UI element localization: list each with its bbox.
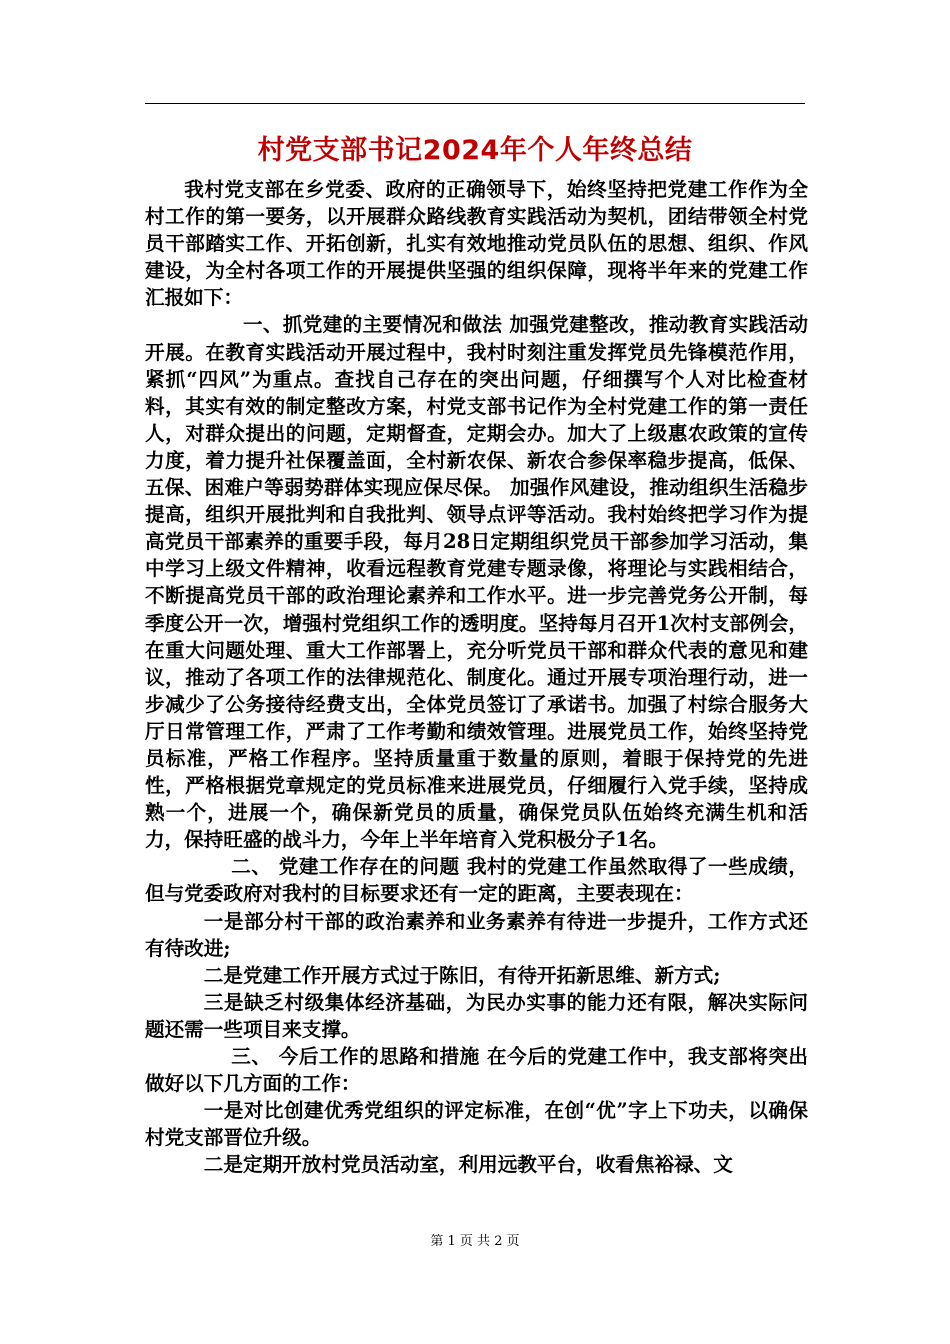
measure-item-1: 一是对比创建优秀党组织的评定标准，在创“优”字上下功夫，以确保村党支部晋位升级。	[145, 1099, 808, 1150]
section-two-paragraph: 二、 党建工作存在的问题 我村的党建工作虽然取得了一些成绩，但与党委政府对我村的目标要求还有一定的距离，主要表现在：	[145, 855, 808, 906]
section-three-paragraph: 三、 今后工作的思路和措施 在今后的党建工作中，我支部将突出做好以下几方面的工作：	[145, 1045, 808, 1096]
page-footer: 第 1 页 共 2 页	[430, 1234, 520, 1249]
section-one-paragraph: 一、抓党建的主要情况和做法 加强党建整改，推动教育实践活动开展。在教育实践活动开展过程中，我村时刻注重发挥党员先锋模范作用，紧抓“四风”为重点。查找自己存在的突出问题，仔细撰写个人对比检查材料，其实有效的制定整改方案，村党支部书记作为全村党建工作的第一责任人，对群众提出的问题，定期督查，定期会办。加大了上级惠农政策的宣传力度，着力提升社保覆盖面，全村新农保、新农合参保率稳步提高，低保、五保、困难户等弱势群体实现应保尽保。 加强作风建设，推动组织生活稳步提高，组织开展批判和自我批判、领导点评等活动。我村始终把学习作为提高党员干部素养的重要手段，每月28日定期组织党员干部参加学习活动，集中学习上级文件精神，收看远程教育党建专题录像，将理论与实践相结合，不断提高党员干部的政治理论素养和工作水平。进一步完善党务公开制，每季度公开一次，增强村党组织工作的透明度。坚持每月召开1次村支部例会，在重大问题处理、重大工作部署上，充分听党员干部和群众代表的意见和建议，推动了各项工作的法律规范化、制度化。通过开展专项治理行动，进一步减少了公务接待经费支出，全体党员签订了承诺书。加强了村综合服务大厅日常管理工作，严肃了工作考勤和绩效管理。进展党员工作，始终坚持党员标准，严格工作程序。坚持质量重于数量的原则，着眼于保持党的先进性，严格根据党章规定的党员标准来进展党员，仔细履行入党手续，坚持成熟一个，进展一个，确保新党员的质量，确保党员队伍始终充满生机和活力，保持旺盛的战斗力，今年上半年培育入党积极分子1名。	[145, 313, 808, 852]
problem-item-1: 一是部分村干部的政治素养和业务素养有待进一步提升，工作方式还有待改进;	[145, 909, 808, 960]
problem-item-3: 三是缺乏村级集体经济基础，为民办实事的能力还有限，解决实际问题还需一些项目来支撑。	[145, 990, 808, 1041]
problem-item-2: 二是党建工作开展方式过于陈旧，有待开拓新思维、新方式;	[203, 963, 721, 987]
measure-item-2: 二是定期开放村党员活动室，利用远教平台，收看焦裕禄、文	[203, 1153, 733, 1177]
header-rule	[145, 103, 805, 104]
document-title: 村党支部书记2024年个人年终总结	[257, 135, 693, 166]
intro-paragraph: 我村党支部在乡党委、政府的正确领导下，始终坚持把党建工作作为全村工作的第一要务，以开展群众路线教育实践活动为契机，团结带领全村党员干部踏实工作、开拓创新，扎实有效地推动党员队伍的思想、组织、作风建设，为全村各项工作的开展提供坚强的组织保障，现将半年来的党建工作汇报如下：	[145, 178, 808, 310]
document-body	[145, 176, 808, 1178]
